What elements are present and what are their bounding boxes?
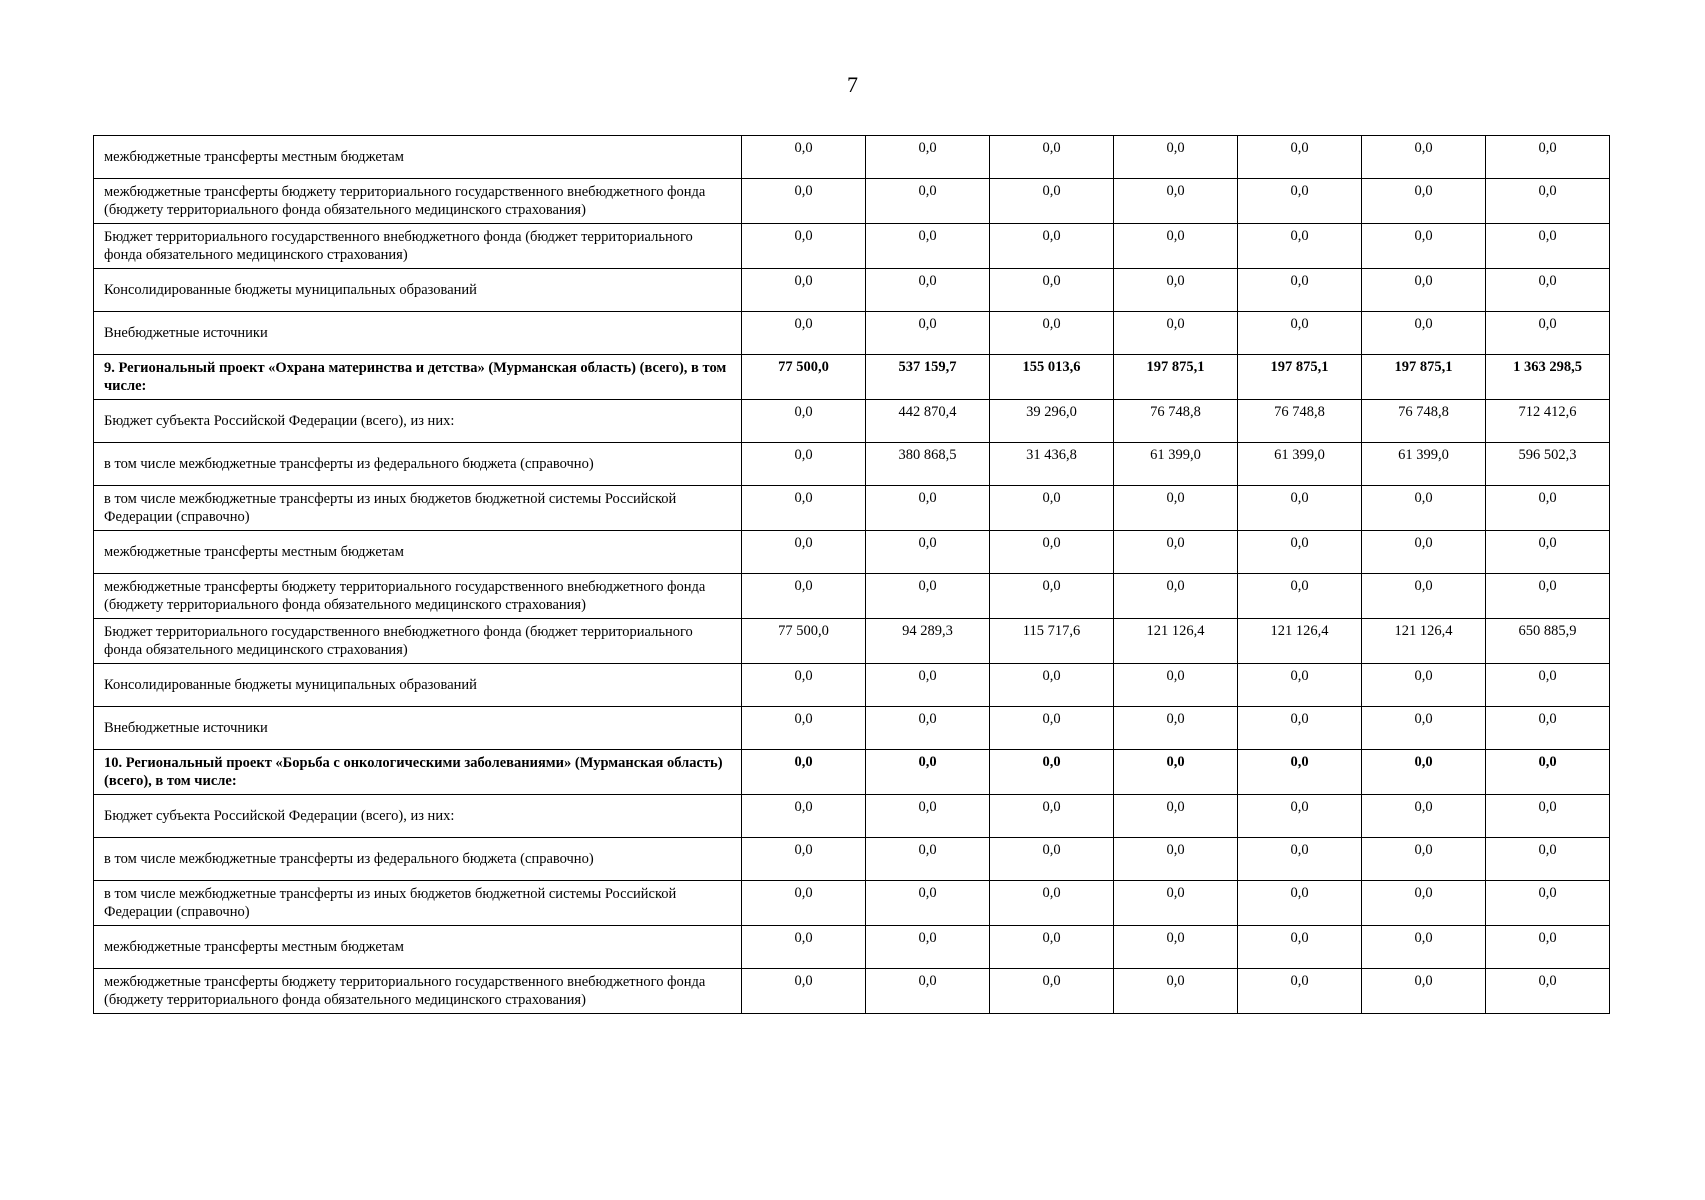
- row-value: 0,0: [990, 838, 1114, 881]
- row-label: межбюджетные трансферты бюджету территориального государственного внебюджетного фонда (бюджету территориального фонда обязательного медицинского страхования): [94, 179, 742, 224]
- row-value: 0,0: [1114, 750, 1238, 795]
- row-value: 77 500,0: [742, 619, 866, 664]
- row-value: 197 875,1: [1114, 355, 1238, 400]
- row-value: 0,0: [1238, 838, 1362, 881]
- row-value: 0,0: [1114, 926, 1238, 969]
- row-value: 0,0: [1362, 224, 1486, 269]
- row-label: 9. Региональный проект «Охрана материнства и детства» (Мурманская область) (всего), в том числе:: [94, 355, 742, 400]
- row-value: 0,0: [1486, 574, 1610, 619]
- row-value: 0,0: [1486, 795, 1610, 838]
- row-value: 0,0: [990, 486, 1114, 531]
- row-value: 537 159,7: [866, 355, 990, 400]
- row-value: 0,0: [990, 179, 1114, 224]
- row-value: 0,0: [990, 664, 1114, 707]
- table-row: [94, 224, 1610, 269]
- row-value: 0,0: [990, 269, 1114, 312]
- row-value: 0,0: [742, 574, 866, 619]
- budget-table-container: [93, 135, 1610, 1014]
- row-value: 121 126,4: [1114, 619, 1238, 664]
- row-label: межбюджетные трансферты местным бюджетам: [94, 136, 742, 179]
- table-row: [94, 881, 1610, 926]
- row-value: 0,0: [1486, 969, 1610, 1014]
- row-value: 0,0: [866, 881, 990, 926]
- row-value: 0,0: [742, 969, 866, 1014]
- row-value: 0,0: [1486, 750, 1610, 795]
- row-value: 0,0: [866, 224, 990, 269]
- row-value: 0,0: [1238, 969, 1362, 1014]
- row-value: 0,0: [1486, 531, 1610, 574]
- row-value: 155 013,6: [990, 355, 1114, 400]
- row-label: Внебюджетные источники: [94, 707, 742, 750]
- row-value: 0,0: [990, 969, 1114, 1014]
- row-value: 650 885,9: [1486, 619, 1610, 664]
- row-label: Бюджет субъекта Российской Федерации (всего), из них:: [94, 795, 742, 838]
- row-value: 0,0: [866, 707, 990, 750]
- row-value: 0,0: [866, 750, 990, 795]
- budget-table: [93, 135, 1610, 1014]
- row-value: 0,0: [1362, 969, 1486, 1014]
- row-value: 0,0: [1238, 707, 1362, 750]
- row-label: межбюджетные трансферты местным бюджетам: [94, 926, 742, 969]
- table-row: [94, 750, 1610, 795]
- row-value: 121 126,4: [1238, 619, 1362, 664]
- row-value: 0,0: [1114, 486, 1238, 531]
- row-value: 0,0: [742, 443, 866, 486]
- row-value: 0,0: [1362, 838, 1486, 881]
- row-value: 76 748,8: [1362, 400, 1486, 443]
- row-value: 0,0: [1238, 574, 1362, 619]
- row-value: 94 289,3: [866, 619, 990, 664]
- row-value: 0,0: [1362, 926, 1486, 969]
- row-value: 0,0: [1114, 969, 1238, 1014]
- row-value: 76 748,8: [1238, 400, 1362, 443]
- row-value: 0,0: [1486, 926, 1610, 969]
- row-label: Консолидированные бюджеты муниципальных образований: [94, 269, 742, 312]
- row-value: 0,0: [866, 312, 990, 355]
- row-value: 1 363 298,5: [1486, 355, 1610, 400]
- row-value: 0,0: [1486, 838, 1610, 881]
- row-value: 0,0: [866, 838, 990, 881]
- row-value: 0,0: [1362, 881, 1486, 926]
- table-row: [94, 486, 1610, 531]
- row-value: 0,0: [1362, 574, 1486, 619]
- row-value: 0,0: [742, 750, 866, 795]
- row-value: 115 717,6: [990, 619, 1114, 664]
- row-value: 0,0: [1114, 269, 1238, 312]
- row-value: 0,0: [1486, 179, 1610, 224]
- row-value: 0,0: [1486, 486, 1610, 531]
- row-value: 0,0: [1114, 881, 1238, 926]
- row-value: 0,0: [742, 664, 866, 707]
- row-value: 0,0: [1362, 136, 1486, 179]
- table-row: [94, 969, 1610, 1014]
- row-value: 0,0: [742, 795, 866, 838]
- row-label: в том числе межбюджетные трансферты из иных бюджетов бюджетной системы Российской Федерации (справочно): [94, 881, 742, 926]
- row-value: 596 502,3: [1486, 443, 1610, 486]
- row-label: в том числе межбюджетные трансферты из иных бюджетов бюджетной системы Российской Федерации (справочно): [94, 486, 742, 531]
- row-value: 0,0: [1362, 486, 1486, 531]
- table-row: [94, 664, 1610, 707]
- row-value: 39 296,0: [990, 400, 1114, 443]
- row-value: 0,0: [1114, 664, 1238, 707]
- row-value: 0,0: [990, 707, 1114, 750]
- row-value: 0,0: [1114, 838, 1238, 881]
- row-value: 0,0: [866, 179, 990, 224]
- row-value: 0,0: [1114, 136, 1238, 179]
- row-value: 0,0: [742, 269, 866, 312]
- row-value: 0,0: [1486, 881, 1610, 926]
- table-row: [94, 531, 1610, 574]
- row-label: межбюджетные трансферты бюджету территориального государственного внебюджетного фонда (бюджету территориального фонда обязательного медицинского страхования): [94, 969, 742, 1014]
- row-value: 0,0: [1486, 707, 1610, 750]
- row-value: 0,0: [990, 574, 1114, 619]
- page-number: 7: [847, 72, 858, 97]
- row-value: 0,0: [990, 926, 1114, 969]
- row-value: 0,0: [1362, 707, 1486, 750]
- table-row: [94, 795, 1610, 838]
- row-value: 0,0: [1486, 224, 1610, 269]
- row-value: 76 748,8: [1114, 400, 1238, 443]
- row-value: 121 126,4: [1362, 619, 1486, 664]
- row-value: 0,0: [742, 531, 866, 574]
- row-value: 0,0: [742, 179, 866, 224]
- row-value: 442 870,4: [866, 400, 990, 443]
- row-value: 0,0: [1238, 664, 1362, 707]
- row-value: 0,0: [1238, 136, 1362, 179]
- row-value: 0,0: [1486, 269, 1610, 312]
- row-value: 0,0: [1114, 574, 1238, 619]
- row-value: 0,0: [866, 574, 990, 619]
- table-row: [94, 926, 1610, 969]
- row-value: 197 875,1: [1238, 355, 1362, 400]
- row-value: 0,0: [990, 531, 1114, 574]
- row-value: 0,0: [866, 486, 990, 531]
- row-value: 0,0: [1238, 531, 1362, 574]
- row-value: 0,0: [1238, 750, 1362, 795]
- row-value: 0,0: [990, 136, 1114, 179]
- row-value: 0,0: [866, 664, 990, 707]
- row-value: 380 868,5: [866, 443, 990, 486]
- row-value: 61 399,0: [1114, 443, 1238, 486]
- table-body: [94, 136, 1610, 1014]
- table-row: [94, 400, 1610, 443]
- row-value: 712 412,6: [1486, 400, 1610, 443]
- table-row: [94, 574, 1610, 619]
- row-value: 0,0: [1114, 795, 1238, 838]
- row-value: 0,0: [742, 707, 866, 750]
- row-value: 0,0: [990, 224, 1114, 269]
- row-value: 0,0: [866, 136, 990, 179]
- row-value: 0,0: [1486, 312, 1610, 355]
- row-label: Бюджет территориального государственного внебюджетного фонда (бюджет территориального фонда обязательного медицинского страхования): [94, 619, 742, 664]
- row-value: 0,0: [1114, 224, 1238, 269]
- row-value: 0,0: [1238, 224, 1362, 269]
- row-label: межбюджетные трансферты бюджету территориального государственного внебюджетного фонда (бюджету территориального фонда обязательного медицинского страхования): [94, 574, 742, 619]
- row-value: 0,0: [1238, 312, 1362, 355]
- table-row: [94, 136, 1610, 179]
- row-value: 0,0: [1362, 664, 1486, 707]
- row-value: 0,0: [1238, 179, 1362, 224]
- row-value: 0,0: [1362, 750, 1486, 795]
- row-value: 0,0: [1362, 179, 1486, 224]
- row-value: 0,0: [742, 224, 866, 269]
- table-row: [94, 355, 1610, 400]
- row-value: 0,0: [742, 838, 866, 881]
- row-value: 0,0: [866, 269, 990, 312]
- row-value: 0,0: [742, 881, 866, 926]
- row-value: 61 399,0: [1238, 443, 1362, 486]
- row-value: 0,0: [1486, 136, 1610, 179]
- table-row: [94, 269, 1610, 312]
- row-value: 0,0: [1114, 707, 1238, 750]
- row-label: Внебюджетные источники: [94, 312, 742, 355]
- row-label: 10. Региональный проект «Борьба с онкологическими заболеваниями» (Мурманская область) (всего), в том числе:: [94, 750, 742, 795]
- row-value: 0,0: [1238, 926, 1362, 969]
- row-value: 0,0: [1362, 531, 1486, 574]
- row-value: 0,0: [866, 926, 990, 969]
- row-label: Бюджет территориального государственного внебюджетного фонда (бюджет территориального фонда обязательного медицинского страхования): [94, 224, 742, 269]
- table-row: [94, 312, 1610, 355]
- table-row: [94, 707, 1610, 750]
- row-value: 0,0: [1238, 486, 1362, 531]
- row-value: 0,0: [742, 486, 866, 531]
- row-value: 0,0: [990, 312, 1114, 355]
- row-value: 197 875,1: [1362, 355, 1486, 400]
- row-value: 0,0: [742, 312, 866, 355]
- row-value: 0,0: [1362, 269, 1486, 312]
- row-value: 0,0: [1238, 795, 1362, 838]
- row-value: 61 399,0: [1362, 443, 1486, 486]
- row-value: 0,0: [1486, 664, 1610, 707]
- table-row: [94, 619, 1610, 664]
- table-row: [94, 838, 1610, 881]
- row-value: 0,0: [1114, 531, 1238, 574]
- table-row: [94, 179, 1610, 224]
- row-label: Бюджет субъекта Российской Федерации (всего), из них:: [94, 400, 742, 443]
- row-value: 0,0: [1114, 312, 1238, 355]
- row-value: 0,0: [866, 795, 990, 838]
- row-label: Консолидированные бюджеты муниципальных образований: [94, 664, 742, 707]
- row-value: 0,0: [742, 926, 866, 969]
- row-value: 31 436,8: [990, 443, 1114, 486]
- table-row: [94, 443, 1610, 486]
- row-label: в том числе межбюджетные трансферты из федерального бюджета (справочно): [94, 443, 742, 486]
- row-value: 0,0: [1362, 312, 1486, 355]
- row-value: 0,0: [990, 795, 1114, 838]
- row-value: 0,0: [866, 531, 990, 574]
- row-value: 0,0: [1238, 881, 1362, 926]
- row-value: 0,0: [1362, 795, 1486, 838]
- row-value: 0,0: [1114, 179, 1238, 224]
- row-label: в том числе межбюджетные трансферты из федерального бюджета (справочно): [94, 838, 742, 881]
- row-label: межбюджетные трансферты местным бюджетам: [94, 531, 742, 574]
- row-value: 0,0: [742, 136, 866, 179]
- row-value: 0,0: [742, 400, 866, 443]
- row-value: 0,0: [1238, 269, 1362, 312]
- row-value: 77 500,0: [742, 355, 866, 400]
- row-value: 0,0: [990, 881, 1114, 926]
- row-value: 0,0: [990, 750, 1114, 795]
- row-value: 0,0: [866, 969, 990, 1014]
